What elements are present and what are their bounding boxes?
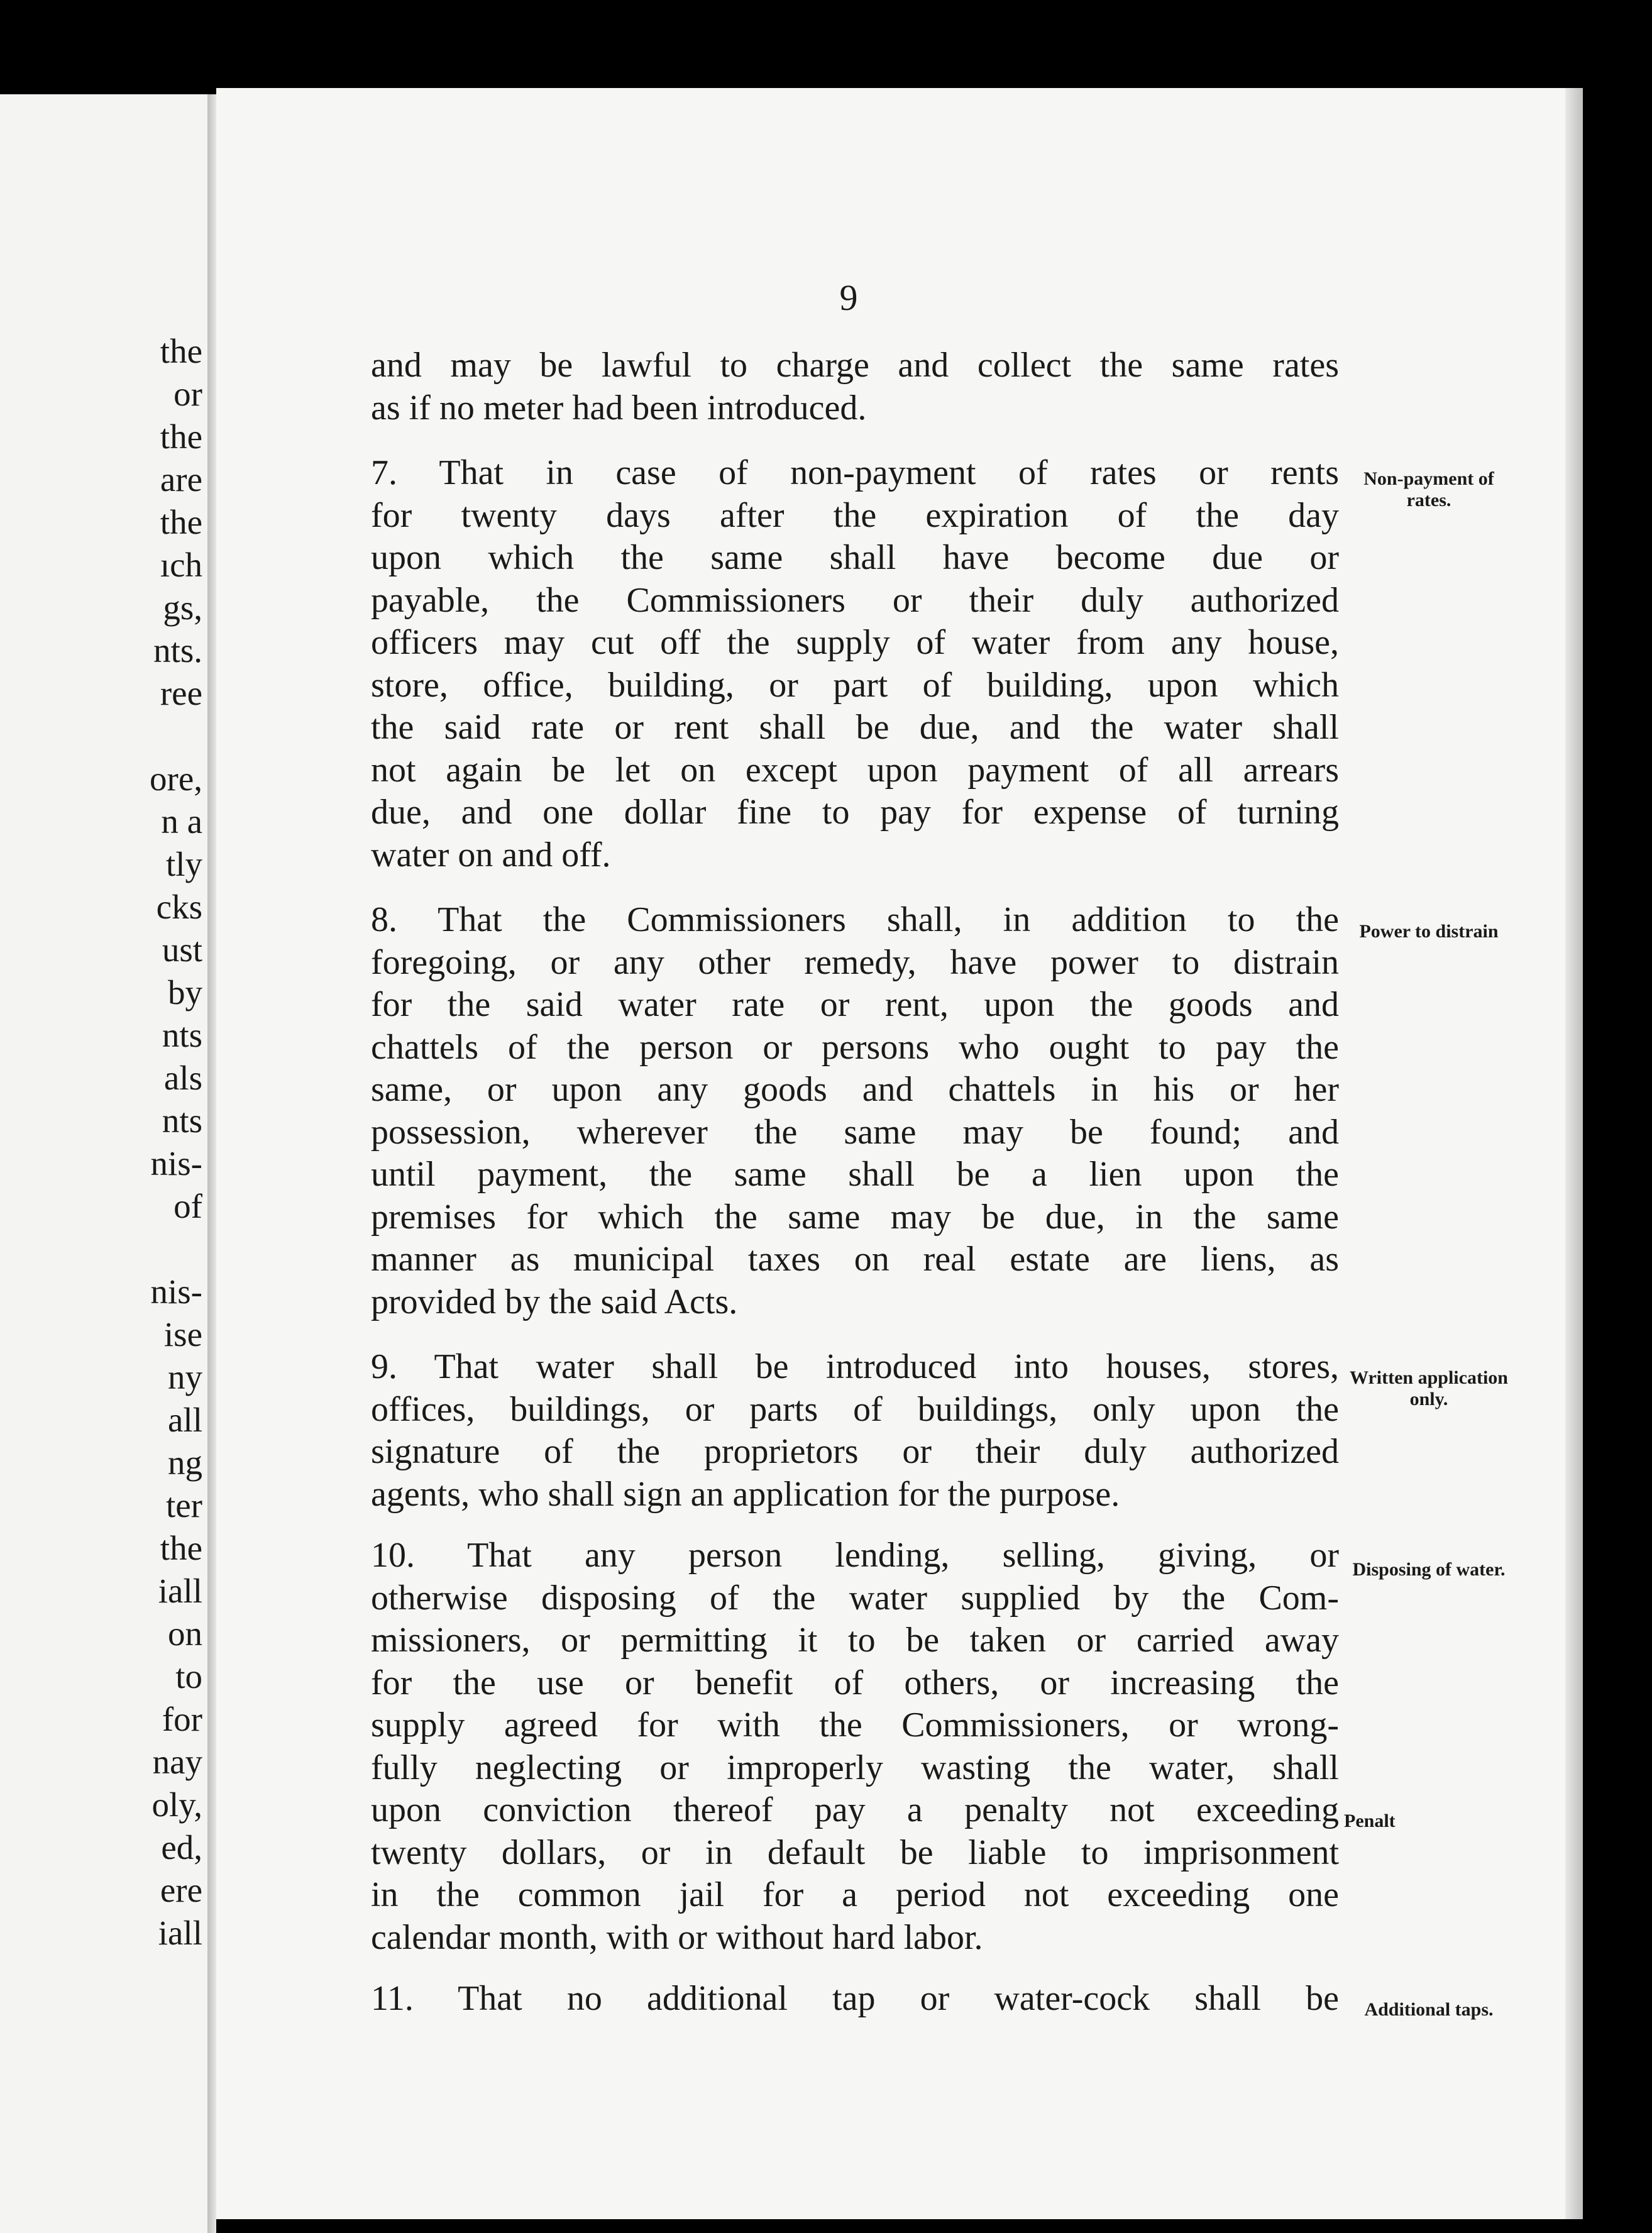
left-page-fragment: nts [162,1016,202,1054]
left-page-fragment [150,1228,202,1271]
text-line: agents, who shall sign an application for the purpose. [371,1474,1120,1514]
text-line: water on and off. [371,835,611,874]
left-page-fragment: for [162,1700,202,1738]
text-line: chattels of the person or persons who ought to pay the [371,1027,1339,1067]
left-page-fragment: als [163,1059,202,1097]
margin-note-non-payment: Non-payment of rates. [1363,468,1494,510]
text-line: officers may cut off the supply of water from any house, [371,623,1339,662]
text-line: calendar month, with or without hard labor. [371,1917,983,1957]
left-page-text-fragments [150,330,202,1955]
text-line: supply agreed for with the Commissioners, or wrong- [371,1706,1339,1745]
margin-note-penalty: Penalt [1344,1811,1396,1831]
left-page-fragment: to [175,1657,202,1695]
left-page-fragment: by [168,973,202,1012]
text-line: 11. That no additional tap or water-cock shall be [371,1979,1339,2018]
margin-note-disposing: Disposing of water. [1352,1559,1506,1580]
left-page-fragment: the [160,332,202,370]
text-line: in the common jail for a period not exceeding one [371,1875,1339,1914]
left-page-fragment: nis- [150,1144,202,1183]
text-line: for the use or benefit of others, or increasing the [371,1663,1339,1702]
left-page [0,94,214,2233]
margin-note-additional-taps: Additional taps. [1364,1999,1494,2020]
text-line: premises for which the same may be due, in the same [371,1197,1339,1237]
left-page-fragment: all [168,1401,202,1439]
text-line: the said rate or rent shall be due, and the water shall [371,708,1339,747]
text-line: payable, the Commissioners or their duly authorized [371,580,1339,620]
text-line: possession, wherever the same may be found; and [371,1112,1339,1152]
text-line: signature of the proprietors or their duly authorized [371,1432,1339,1471]
left-page-fragment: or [173,375,202,413]
text-line: for twenty days after the expiration of the day [371,495,1339,535]
left-page-fragment: ore, [150,759,202,798]
left-page-fragment: nts. [153,631,202,670]
text-line: foregoing, or any other remedy, have power to distrain [371,942,1339,982]
book-gutter [207,94,216,2233]
section-7 [371,452,1339,876]
left-page-fragment: ny [168,1358,202,1396]
text-line: otherwise disposing of the water supplied by the Com- [371,1578,1339,1618]
left-page-fragment: ter [165,1486,202,1525]
text-line: 9. That water shall be introduced into houses, stores, [371,1347,1339,1386]
left-page-fragment: nis- [150,1272,202,1311]
text-line: twenty dollars, or in default be liable to imprisonment [371,1833,1339,1872]
text-line: 8. That the Commissioners shall, in addition to the [371,900,1339,939]
page-edge [1565,88,1583,2219]
text-line: 7. That in case of non-payment of rates or rents [371,453,1339,492]
body-text [371,345,1339,2021]
intro-paragraph [371,345,1339,429]
left-page-fragment: of [173,1187,202,1225]
text-line: upon which the same shall have become due or [371,538,1339,577]
text-line: due, and one dollar fine to pay for expense of turning [371,793,1339,832]
left-page-fragment: ng [168,1443,202,1482]
section-8 [371,899,1339,1323]
section-11 [371,1978,1339,2021]
left-page-fragment: oly, [151,1785,202,1824]
left-page-fragment: iall [158,1914,202,1952]
left-page-fragment: ere [160,1871,202,1909]
left-page-fragment: tly [165,845,202,883]
left-page-fragment: ise [163,1315,202,1354]
text-line: as if no meter had been introduced. [371,388,867,427]
left-page-fragment: gs, [163,588,202,627]
left-page-fragment: nay [152,1743,202,1781]
left-page-fragment: cks [156,888,202,926]
text-line: manner as municipal taxes on real estate are liens, as [371,1240,1339,1279]
left-page-fragment: the [160,1529,202,1567]
text-line: until payment, the same shall be a lien upon the [371,1155,1339,1194]
left-page-fragment: on [168,1614,202,1653]
text-line: offices, buildings, or parts of buildings, only upon the [371,1389,1339,1429]
text-line: missioners, or permitting it to be taken or carried away [371,1621,1339,1660]
text-line: for the said water rate or rent, upon the goods and [371,985,1339,1024]
left-page-fragment [150,715,202,758]
left-page-fragment: ed, [161,1828,202,1866]
text-line: and may be lawful to charge and collect the same rates [371,346,1339,385]
left-page-fragment: ree [160,674,202,712]
section-9 [371,1346,1339,1516]
text-line: same, or upon any goods and chattels in his or her [371,1070,1339,1109]
text-line: provided by the said Acts. [371,1282,738,1321]
left-page-fragment: n a [161,802,202,841]
left-page-fragment: the [160,503,202,541]
left-page-fragment: the [160,417,202,456]
text-line: 10. That any person lending, selling, giving, or [371,1536,1339,1575]
left-page-fragment: ıch [160,546,202,584]
left-page-fragment: iall [158,1572,202,1610]
left-page-fragment: nts [162,1101,202,1140]
text-line: store, office, building, or part of building, upon which [371,665,1339,705]
left-page-fragment: ust [162,930,202,969]
text-line: fully neglecting or improperly wasting the water, shall [371,1748,1339,1787]
left-page-fragment: are [160,460,202,499]
section-10 [371,1535,1339,1959]
text-line: upon conviction thereof pay a penalty not exceeding [371,1790,1339,1829]
text-line: not again be let on except upon payment of all arrears [371,750,1339,790]
margin-note-written-application: Written application only. [1350,1367,1508,1409]
page-number: 9 [839,277,858,318]
margin-note-distrain: Power to distrain [1359,921,1499,942]
